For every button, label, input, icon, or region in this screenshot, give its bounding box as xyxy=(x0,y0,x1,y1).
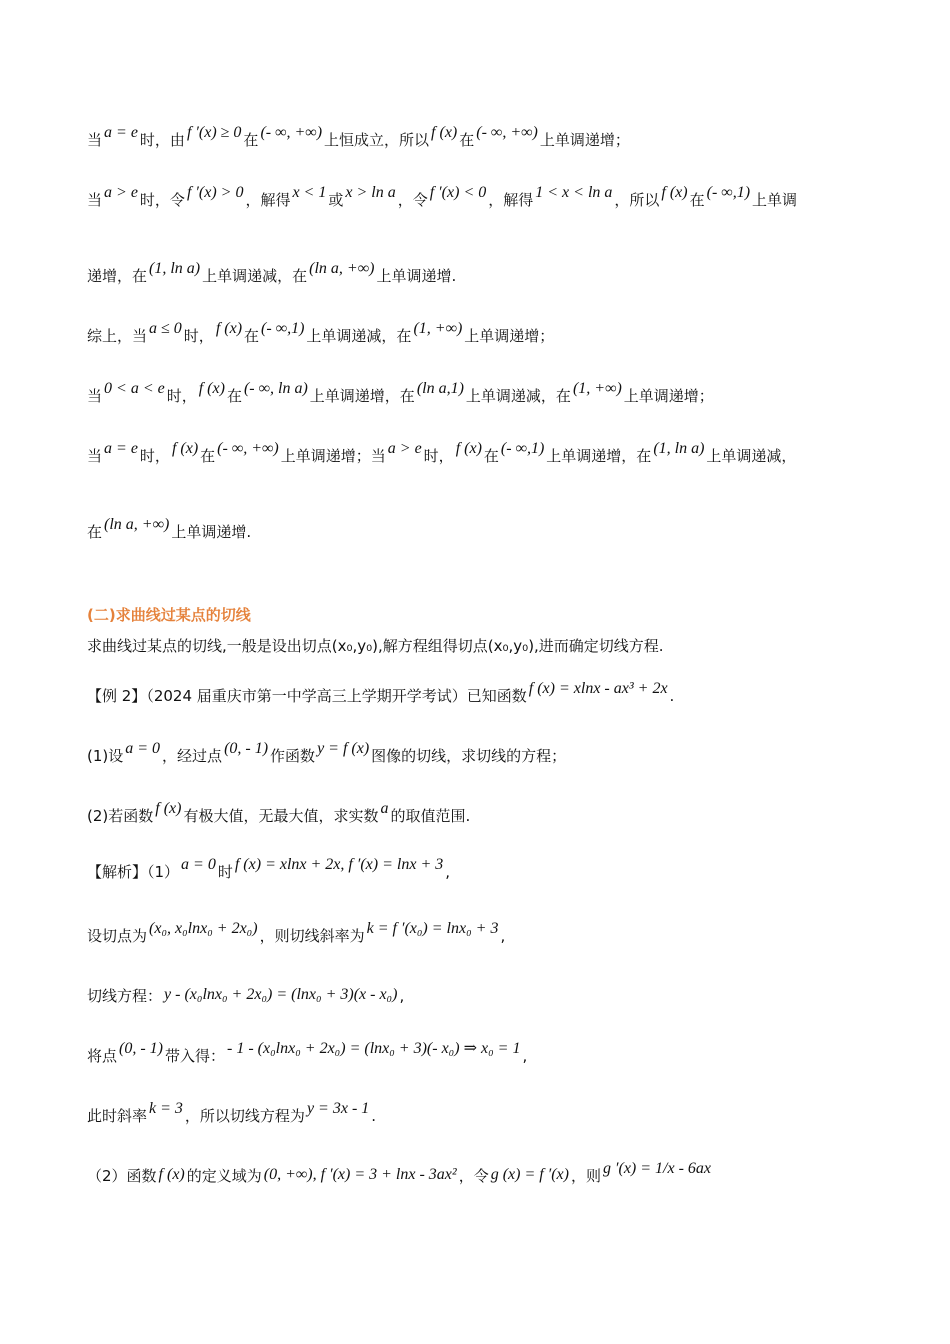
text-segment: , xyxy=(500,927,506,945)
text-segment: ，令 xyxy=(458,1167,489,1185)
math-expression: y = 3x - 1 xyxy=(306,1100,370,1117)
math-expression: (0, - 1) xyxy=(119,1040,163,1057)
text-segment: 的定义域为 xyxy=(186,1167,262,1185)
text-segment: 当 xyxy=(87,387,103,405)
math-expression: (0, - 1) xyxy=(224,740,269,757)
math-expression: a > e xyxy=(387,440,422,457)
example-line-6 xyxy=(87,986,870,1007)
text-segment: 图像的切线，求切线的方程； xyxy=(371,747,567,765)
example-line-5 xyxy=(87,920,870,947)
text-segment: 时，由 xyxy=(139,131,185,149)
example-line-0 xyxy=(87,636,870,656)
math-expression: (- ∞,1) xyxy=(261,320,305,337)
text-segment: 【解析】（1） xyxy=(87,863,180,881)
math-expression: (- ∞, +∞) xyxy=(260,124,323,141)
math-expression: a > e xyxy=(104,184,138,201)
text-segment: 时， xyxy=(166,387,197,405)
math-expression: k = f ′(x₀) = lnx₀ + 3 xyxy=(366,920,499,937)
solution-line-2 xyxy=(87,260,870,287)
math-expression: (0, +∞), f ′(x) = 3 + lnx - 3ax² xyxy=(263,1166,457,1183)
text-segment: 时， xyxy=(139,447,170,465)
text-segment: 在 xyxy=(459,131,475,149)
math-expression: f (x) xyxy=(455,440,482,457)
solution-line-3 xyxy=(87,320,870,347)
text-segment: 上单调递减， xyxy=(706,447,797,465)
text-segment: . xyxy=(371,1107,377,1125)
text-segment: 上单调递增； xyxy=(539,131,630,149)
math-expression: (- ∞, ln a) xyxy=(243,380,308,397)
text-segment: 时，令 xyxy=(139,191,185,209)
text-segment: 有极大值，无最大值，求实数 xyxy=(183,807,379,825)
math-expression: a = e xyxy=(104,440,138,457)
example-line-4 xyxy=(87,856,870,883)
example-line-7 xyxy=(87,1040,870,1067)
math-expression: f ′(x) ≥ 0 xyxy=(186,124,242,141)
solution-line-6 xyxy=(87,516,870,543)
text-segment: 上单调递增，在 xyxy=(309,387,415,405)
example-line-2 xyxy=(87,740,870,767)
math-expression: (x₀, x₀lnx₀ + 2x₀) xyxy=(149,920,258,937)
text-segment: 在 xyxy=(483,447,499,465)
text-segment: ，所以切线方程为 xyxy=(184,1107,305,1125)
text-segment: ，经过点 xyxy=(162,747,223,765)
text-segment: 在 xyxy=(226,387,242,405)
text-segment: 当 xyxy=(87,447,103,465)
text-segment: . xyxy=(669,687,675,705)
solution-line-0 xyxy=(87,124,870,151)
math-expression: (- ∞,1) xyxy=(500,440,545,457)
math-expression: f ′(x) < 0 xyxy=(429,184,487,201)
text-segment: 上单调递增. xyxy=(171,523,252,541)
text-segment: 上单调递增； xyxy=(464,327,555,345)
text-segment: （2）函数 xyxy=(87,1167,157,1185)
text-segment: 上单调递增，在 xyxy=(546,447,652,465)
text-segment: 当 xyxy=(87,191,103,209)
text-segment: 切线方程： xyxy=(87,987,163,1005)
text-segment: ，所以 xyxy=(614,191,660,209)
text-segment: ，则切线斜率为 xyxy=(259,927,365,945)
math-expression: f (x) xyxy=(661,184,688,201)
text-segment: 上恒成立，所以 xyxy=(324,131,430,149)
text-segment: , xyxy=(522,1047,528,1065)
example-line-8 xyxy=(87,1100,870,1127)
math-expression: a = 0 xyxy=(125,740,161,757)
math-expression: y - (x₀lnx₀ + 2x₀) = (lnx₀ + 3)(x - x₀) xyxy=(164,986,398,1003)
math-expression: a xyxy=(380,800,389,817)
text-segment: 综上，当 xyxy=(87,327,148,345)
text-segment: 时， xyxy=(183,327,214,345)
math-expression: (- ∞, +∞) xyxy=(217,440,279,457)
text-segment: 时 xyxy=(217,863,233,881)
text-segment: ，令 xyxy=(397,191,428,209)
text-segment: 带入得： xyxy=(165,1047,226,1065)
section-heading: (二)求曲线过某点的切线 xyxy=(87,606,251,624)
math-expression: (1, ln a) xyxy=(149,260,201,277)
text-segment: 时， xyxy=(423,447,454,465)
text-segment: 当 xyxy=(87,131,103,149)
math-expression: f (x) = xlnx - ax³ + 2x xyxy=(528,680,668,697)
text-segment: 作函数 xyxy=(270,747,316,765)
math-expression: f (x) xyxy=(215,320,243,337)
math-expression: (ln a, +∞) xyxy=(309,260,375,277)
text-segment: 在 xyxy=(689,191,705,209)
text-segment: 上单调递增. xyxy=(376,267,457,285)
text-segment: 【例 2】 xyxy=(87,687,147,705)
text-segment: , xyxy=(399,987,405,1005)
text-segment: 在 xyxy=(200,447,216,465)
text-segment: 在 xyxy=(244,327,260,345)
text-segment: 上单调递增； xyxy=(623,387,714,405)
text-segment: 在 xyxy=(243,131,259,149)
text-segment: ，解得 xyxy=(488,191,534,209)
math-expression: 0 < a < e xyxy=(104,380,165,397)
math-expression: (ln a,1) xyxy=(416,380,464,397)
text-segment: , xyxy=(445,863,451,881)
math-expression: f ′(x) > 0 xyxy=(186,184,244,201)
math-expression: (ln a, +∞) xyxy=(104,516,170,533)
solution-line-4 xyxy=(87,380,870,407)
math-expression: g (x) = f ′(x) xyxy=(490,1166,569,1183)
text-segment: 的取值范围. xyxy=(390,807,471,825)
math-expression: a = e xyxy=(104,124,138,141)
math-expression: k = 3 xyxy=(149,1100,183,1117)
text-segment: 此时斜率 xyxy=(87,1107,148,1125)
text-segment: 上单调递减，在 xyxy=(465,387,571,405)
math-expression: f (x) xyxy=(171,440,199,457)
text-segment: 设切点为 xyxy=(87,927,148,945)
math-expression: f (x) xyxy=(155,800,182,817)
example-line-9 xyxy=(87,1160,870,1187)
math-expression: (1, +∞) xyxy=(572,380,622,397)
math-expression: g ′(x) = 1/x - 6ax xyxy=(603,1160,712,1177)
math-expression: x > ln a xyxy=(345,184,396,201)
math-expression: f (x) xyxy=(158,1166,185,1183)
example-line-1 xyxy=(87,680,870,707)
text-segment: 上单调递增；当 xyxy=(280,447,386,465)
math-expression: a ≤ 0 xyxy=(149,320,182,337)
text-segment: 求曲线过某点的切线,一般是设出切点(x₀,y₀),解方程组得切点(x₀,y₀),进而确定切线方程. xyxy=(87,637,664,655)
math-expression: a = 0 xyxy=(181,856,216,873)
text-segment: 或 xyxy=(328,191,344,209)
math-expression: (- ∞,1) xyxy=(706,184,751,201)
text-segment: 上单调 xyxy=(752,191,798,209)
math-expression: (- ∞, +∞) xyxy=(476,124,538,141)
text-segment: ，解得 xyxy=(245,191,291,209)
math-expression: 1 < x < ln a xyxy=(535,184,613,201)
text-segment: 上单调递减，在 xyxy=(306,327,412,345)
text-segment: (2)若函数 xyxy=(87,807,154,825)
math-expression: f (x) = xlnx + 2x, f ′(x) = lnx + 3 xyxy=(234,856,444,873)
math-expression: (1, +∞) xyxy=(413,320,463,337)
math-expression: - 1 - (x₀lnx₀ + 2x₀) = (lnx₀ + 3)(- x₀) ⇒ x₀ = 1 xyxy=(227,1040,521,1057)
math-expression: f (x) xyxy=(431,124,458,141)
math-expression: x < 1 xyxy=(292,184,327,201)
math-expression: (1, ln a) xyxy=(653,440,705,457)
text-segment: 递增，在 xyxy=(87,267,148,285)
example-line-3 xyxy=(87,800,870,827)
text-segment: （2024 届重庆市第一中学高三上学期开学考试）已知函数 xyxy=(146,687,527,705)
math-expression: f (x) xyxy=(198,380,225,397)
text-segment: ，则 xyxy=(570,1167,601,1185)
text-segment: 在 xyxy=(87,523,103,541)
math-expression: y = f (x) xyxy=(317,740,370,757)
solution-line-5 xyxy=(87,440,870,467)
text-segment: 上单调递减，在 xyxy=(202,267,308,285)
text-segment: 将点 xyxy=(87,1047,118,1065)
text-segment: (1)设 xyxy=(87,747,124,765)
solution-line-1 xyxy=(87,184,870,211)
